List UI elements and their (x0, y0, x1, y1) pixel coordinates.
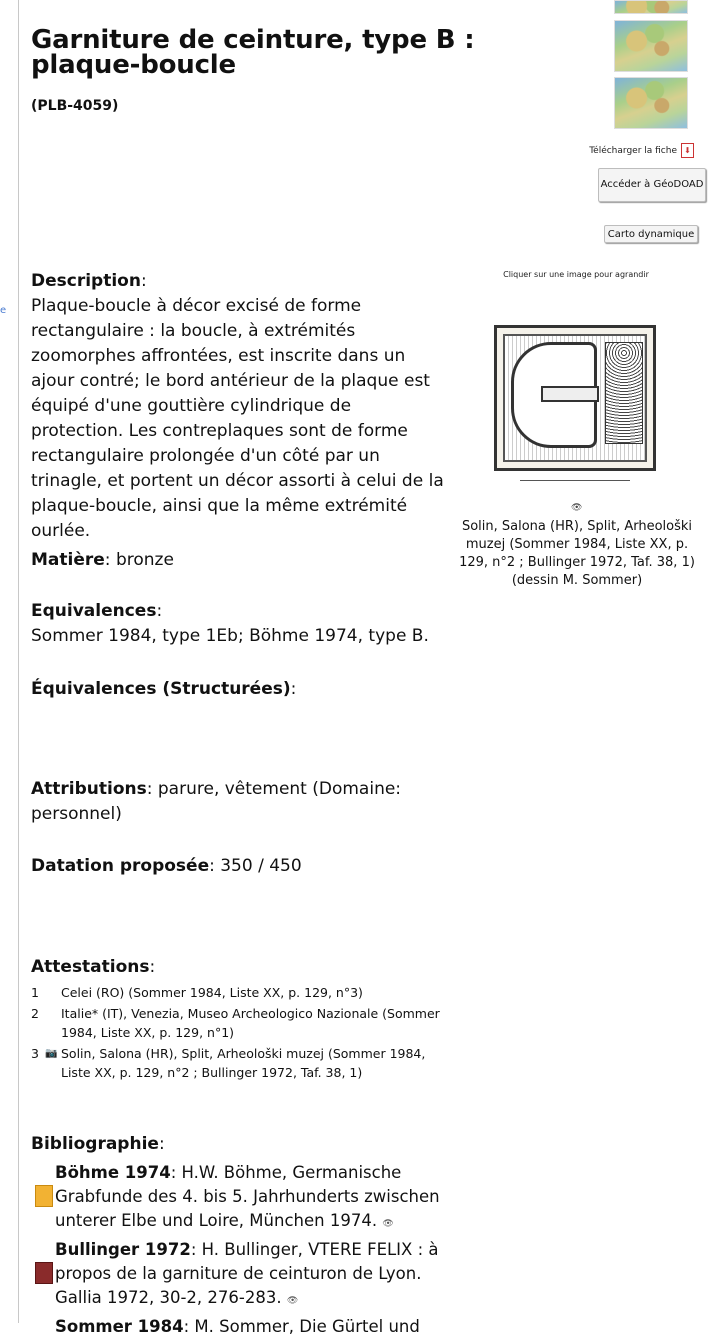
drawing-buckle-tongue (541, 386, 599, 402)
book-cover-icon[interactable] (35, 1262, 53, 1284)
list-item (31, 983, 441, 1002)
download-label: Télécharger la fiche (589, 145, 677, 156)
bib-text: M. Sommer, Die Gürtel und (194, 1317, 420, 1336)
bib-key: Bullinger 1972 (55, 1240, 191, 1259)
equivalences-label: Equivalences (31, 601, 157, 621)
page-title: Garniture de ceinture, type B : plaque-boucle (31, 25, 475, 80)
bib-text: H. Bullinger, VTERE FELIX : à propos de la garniture de ceinturon de Lyon. Gallia 1972, 30-2, 276-283. (55, 1240, 439, 1307)
pdf-icon: ⬇ (681, 143, 694, 158)
geodoad-button[interactable]: Accéder à GéoDOAD (598, 168, 706, 202)
drawing-spiral-panel (605, 342, 643, 444)
description-text: Plaque-boucle à décor excisé de forme rectangulaire : la boucle, à extrémités zoomorphes affrontées, est inscrite dans un ajour contré; le bord antérieur de la plaque est équipé d'une gouttière cylindrique de protection. Les contreplaques sont de forme rectangulaire prolongée d'un côté par un trinagle, et portent un décor assorti à celui de la plaque-boucle, ainsi que la même extrémité ourlée. (31, 296, 444, 541)
scale-bar (520, 480, 630, 481)
datation-section: Datation proposée: 350 / 450 (31, 856, 302, 876)
bibliographie-list (33, 1161, 443, 1341)
attestation-text: Italie* (IT), Venezia, Museo Archeologico Nazionale (Sommer 1984, Liste XX, p. 129, n°1) (61, 1006, 440, 1040)
attestations-list (31, 983, 441, 1084)
datation-label: Datation proposée (31, 856, 210, 876)
edge-marker: e (0, 305, 7, 316)
description-label: Description (31, 271, 141, 291)
attestation-text: Solin, Salona (HR), Split, Arheološki muzej (Sommer 1984, Liste XX, p. 129, n°2 ; Bullinger 1972, Taf. 38, 1) (61, 1046, 426, 1080)
equivalences-struct-section: Équivalences (Structurées): (31, 679, 297, 699)
bibliographie-heading: Bibliographie: (31, 1134, 165, 1154)
carto-dynamique-button[interactable]: Carto dynamique (604, 225, 698, 243)
equivalences-value: Sommer 1984, type 1Eb; Böhme 1974, type B. (31, 626, 429, 646)
map-thumbnail-3[interactable] (614, 77, 688, 129)
eye-icon[interactable]: 👁 (382, 1219, 394, 1229)
attestation-number: 1 (31, 985, 39, 1000)
list-item (31, 1044, 441, 1082)
eye-icon[interactable]: 👁 (286, 1296, 299, 1306)
book-cover-icon[interactable] (35, 1185, 53, 1207)
equivalences-struct-label: Équivalences (Structurées) (31, 679, 291, 699)
description-section: Description: Plaque-boucle à décor excisé de forme rectangulaire : la boucle, à extrémités zoomorphes affrontées, est inscrite dans un ajour contré; le bord antérieur de la plaque est équipé d'une gouttière cylindrique de protection. Les contreplaques sont de forme rectangulaire prolongée d'un côté par un trinagle, et portent un décor assorti à celui de la plaque-boucle, ainsi que la même extrémité ourlée. (31, 269, 446, 544)
attributions-section: Attributions: parure, vêtement (Domaine: personnel) (31, 779, 402, 824)
camera-icon[interactable]: 📷 (45, 1048, 58, 1059)
download-link[interactable] (589, 143, 694, 158)
zoom-eye-icon[interactable]: 👁 (571, 503, 583, 513)
attributions-value: parure, vêtement (Domaine: personnel) (31, 779, 402, 824)
bib-key: Sommer 1984 (55, 1317, 184, 1336)
page-left-border (18, 0, 19, 1323)
attestations-label: Attestations (31, 957, 150, 977)
equivalences-section: Equivalences: Sommer 1984, type 1Eb; Böhme 1974, type B. (31, 599, 446, 649)
attributions-label: Attributions (31, 779, 147, 799)
image-hint: Cliquer sur une image pour agrandir (503, 270, 649, 279)
matiere-section: Matière: bronze (31, 550, 174, 570)
bibliographie-label: Bibliographie (31, 1134, 159, 1154)
attestation-number: 3 (31, 1046, 39, 1061)
map-thumbnail-1[interactable] (614, 0, 688, 14)
matiere-value: bronze (115, 550, 174, 570)
matiere-label: Matière (31, 550, 105, 570)
list-item (31, 1004, 441, 1042)
bib-key: Böhme 1974 (55, 1163, 171, 1182)
map-thumbnail-2[interactable] (614, 20, 688, 72)
bib-text: H.W. Böhme, Germanische Grabfunde des 4. bis 5. Jahrhunderts zwischen unterer Elbe und Loire, München 1974. (55, 1163, 440, 1230)
datation-value: 350 / 450 (220, 856, 302, 876)
object-drawing-image[interactable] (494, 325, 656, 471)
list-item: Bullinger 1972: H. Bullinger, VTERE FELIX : à propos de la garniture de ceinturon de Lyon. Gallia 1972, 30-2, 276-283. 👁 (33, 1238, 443, 1313)
list-item: Sommer 1984: M. Sommer, Die Gürtel und (55, 1317, 420, 1336)
object-code: (PLB-4059) (31, 98, 119, 114)
list-item: Böhme 1974: H.W. Böhme, Germanische Grabfunde des 4. bis 5. Jahrhunderts zwischen unterer Elbe und Loire, München 1974. 👁 (33, 1161, 443, 1236)
attestation-number: 2 (31, 1006, 39, 1021)
image-caption: Solin, Salona (HR), Split, Arheološki muzej (Sommer 1984, Liste XX, p. 129, n°2 ; Bullinger 1972, Taf. 38, 1) (dessin M. Sommer) (459, 519, 695, 588)
attestations-heading: Attestations: (31, 957, 156, 977)
attestation-text: Celei (RO) (Sommer 1984, Liste XX, p. 129, n°3) (61, 985, 363, 1000)
